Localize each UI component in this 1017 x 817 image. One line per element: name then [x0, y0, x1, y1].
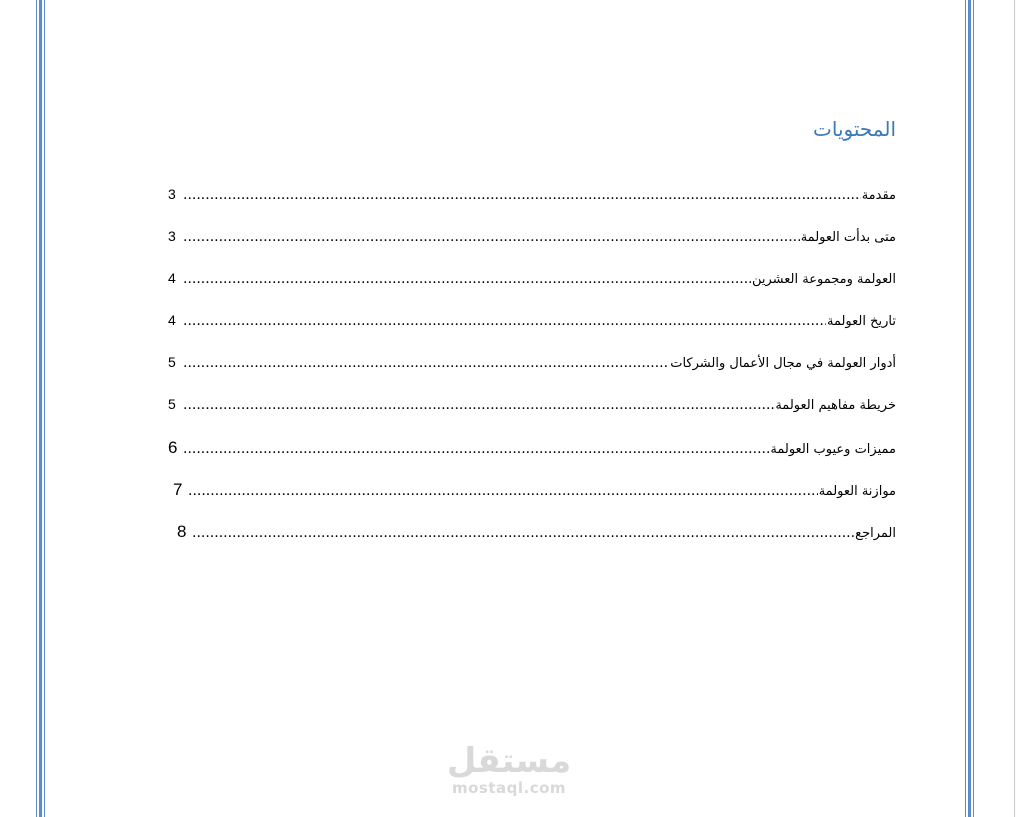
left-border-line-outer: [36, 0, 37, 817]
toc-entry-g20[interactable]: [168, 270, 896, 312]
toc-dot-leader: [183, 313, 826, 329]
toc-entry-title: المراجع: [855, 526, 896, 541]
toc-entry-page: 7: [173, 480, 183, 499]
toc-entry-title: مقدمة: [861, 188, 896, 203]
toc-entry-page: 5: [168, 354, 176, 370]
toc-entry-business-roles[interactable]: [168, 354, 896, 396]
watermark-arabic-text: مستقل: [446, 741, 572, 781]
toc-entry-when-globalization-began[interactable]: [168, 228, 896, 270]
toc-entry-title: أدوار العولمة في مجال الأعمال والشركات: [670, 356, 896, 371]
toc-entry-title: موازنة العولمة: [818, 484, 896, 499]
toc-entry-title: متى بدأت العولمة: [800, 230, 896, 245]
toc-entry-title: تاريخ العولمة: [826, 314, 896, 329]
watermark-latin-text: mostaql.com: [451, 779, 567, 797]
right-border-line-inner: [965, 0, 966, 817]
toc-entry-title: العولمة ومجموعة العشرين: [752, 272, 896, 287]
toc-entry-pros-cons[interactable]: [168, 438, 896, 480]
toc-dot-leader: [183, 229, 800, 245]
toc-entry-page: 4: [168, 270, 176, 286]
toc-dot-leader: [183, 187, 861, 203]
toc-entry-page: 3: [168, 228, 176, 244]
toc-entry-page: 8: [177, 522, 187, 541]
toc-dot-leader: [188, 483, 818, 499]
toc-entry-page: 5: [168, 396, 176, 412]
toc-entry-page: 6: [168, 438, 178, 457]
toc-dot-leader: [183, 397, 774, 413]
page-edge-line: [1014, 0, 1015, 817]
toc-entry-introduction[interactable]: [168, 186, 896, 228]
toc-entry-references[interactable]: [168, 522, 896, 564]
toc-entry-page: 4: [168, 312, 176, 328]
toc-dot-leader: [192, 525, 854, 541]
toc-dot-leader: [183, 355, 669, 371]
left-border-line-middle: [39, 0, 42, 817]
toc-dot-leader: [183, 441, 769, 457]
toc-entry-balance[interactable]: [168, 480, 896, 522]
left-border-line-inner: [44, 0, 45, 817]
toc-entry-page: 3: [168, 186, 176, 202]
toc-entry-title: خريطة مفاهيم العولمة: [775, 398, 896, 413]
toc-entry-title: مميزات وعيوب العولمة: [770, 442, 896, 457]
toc-dot-leader: [183, 271, 751, 287]
toc-entry-concept-map[interactable]: [168, 396, 896, 438]
toc-entry-history[interactable]: [168, 312, 896, 354]
right-border-line-middle: [968, 0, 971, 817]
toc-title: المحتويات: [813, 117, 896, 141]
table-of-contents: [168, 186, 896, 564]
mostaql-watermark: [444, 742, 574, 796]
right-border-line-outer: [973, 0, 974, 817]
